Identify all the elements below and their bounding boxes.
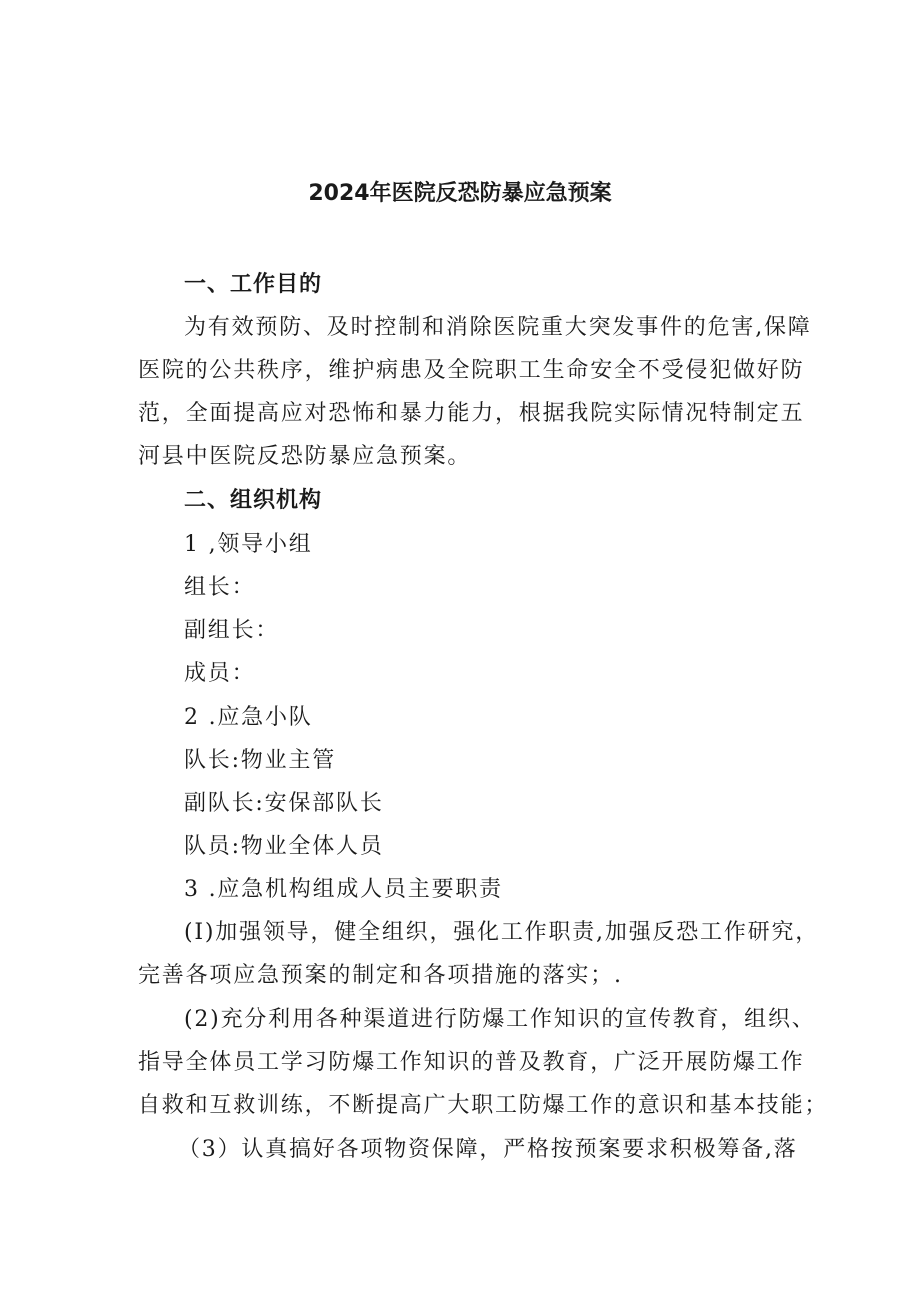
paragraph-line: (2)充分利用各种渠道进行防爆工作知识的宣传教育，组织、	[184, 1007, 816, 1032]
paragraph-line: 完善各项应急预案的制定和各项措施的落实；.	[138, 963, 623, 988]
paragraph-line: 河县中医院反恐防暴应急预案。	[138, 444, 472, 469]
list-item: 成员：	[184, 661, 256, 686]
document-title: 2024年医院反恐防暴应急预案	[308, 181, 612, 206]
paragraph-line: 自救和互救训练，不断提高广大职工防爆工作的意识和基本技能；	[138, 1093, 829, 1118]
list-item: 副队长:安保部队长	[184, 791, 384, 816]
paragraph-line: (I)加强领导，健全组织，强化工作职责,加强反恐工作研究，	[184, 920, 820, 945]
list-item: 队长:物业主管	[184, 748, 337, 773]
paragraph-line: （3）认真搞好各项物资保障，严格按预案要求积极筹备,落	[178, 1137, 798, 1162]
list-item: 组长：	[184, 575, 256, 600]
paragraph-line: 指导全体员工学习防爆工作知识的普及教育，广泛开展防爆工作	[138, 1050, 805, 1075]
list-item: 2 .应急小队	[184, 705, 313, 730]
paragraph-line: 范，全面提高应对恐怖和暴力能力，根据我院实际情况特制定五	[138, 401, 805, 426]
list-item: 副组长：	[184, 618, 280, 643]
paragraph-line: 为有效预防、及时控制和消除医院重大突发事件的危害,保障	[184, 315, 812, 340]
list-item: 1 ,领导小组	[184, 532, 313, 557]
section-heading-purpose: 一、工作目的	[184, 272, 323, 297]
list-item: 队员:物业全体人员	[184, 834, 384, 859]
paragraph-line: 医院的公共秩序，维护病患及全院职工生命安全不受侵犯做好防	[138, 358, 805, 383]
section-heading-organization: 二、组织机构	[184, 488, 323, 513]
list-item: 3 .应急机构组成人员主要职责	[184, 877, 503, 902]
